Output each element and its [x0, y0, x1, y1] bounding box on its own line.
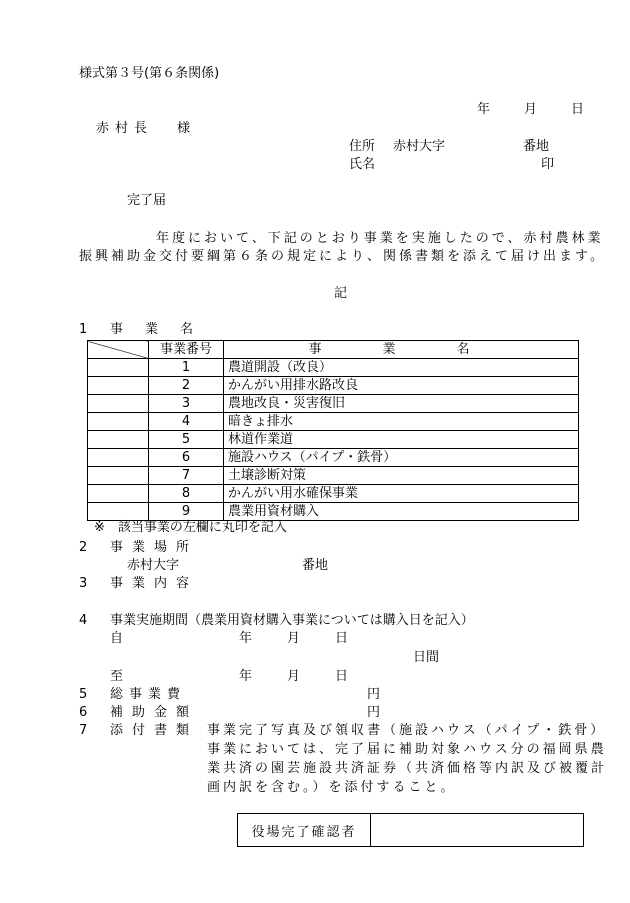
- diagonal-cell: [88, 341, 149, 359]
- section2-label: 事業場所: [110, 540, 199, 555]
- mark-cell[interactable]: [88, 503, 149, 521]
- row-name: 農業用資材購入: [224, 503, 579, 521]
- seal-mark: 印: [541, 157, 555, 172]
- project-table: [87, 340, 579, 521]
- row-id: 1: [149, 359, 224, 377]
- ki-heading: 記: [334, 286, 348, 301]
- section1-label: 事業名: [110, 322, 216, 337]
- table-row: [88, 413, 579, 431]
- section6-number: 6: [79, 705, 88, 720]
- section7-number: 7: [79, 723, 88, 738]
- section5-number: 5: [79, 687, 88, 702]
- form-number: 様式第３号(第６条関係): [79, 66, 220, 81]
- section2-oaza: 赤村大字: [127, 558, 180, 573]
- section7-line-2: 事業においては、完了届に補助対象ハウス分の福岡県農: [207, 742, 607, 757]
- row-name: 暗きょ排水: [224, 413, 579, 431]
- section4-number: 4: [79, 613, 88, 628]
- address-label: 住所: [349, 139, 376, 154]
- period-days: 日間: [413, 650, 440, 665]
- period-to-day: 日: [335, 669, 349, 684]
- period-from-day: 日: [335, 631, 349, 646]
- row-name: 林道作業道: [224, 431, 579, 449]
- row-id: 6: [149, 449, 224, 467]
- table-row: [88, 467, 579, 485]
- section7-line-1: 事業完了写真及び領収書（施設ハウス（パイプ・鉄骨）: [207, 723, 607, 738]
- period-to: 至: [110, 669, 124, 684]
- table-header-row: [88, 341, 579, 359]
- body-line-2: 振興補助金交付要綱第６条の規定により、関係書類を添えて届け出ます。: [79, 249, 606, 264]
- table-row: [88, 359, 579, 377]
- header-id: 事業番号: [149, 341, 224, 359]
- mark-cell[interactable]: [88, 377, 149, 395]
- period-from-month: 月: [287, 631, 301, 646]
- row-name: 施設ハウス（パイプ・鉄骨）: [224, 449, 579, 467]
- mark-cell[interactable]: [88, 395, 149, 413]
- section6-unit: 円: [367, 705, 381, 720]
- table-row: [88, 431, 579, 449]
- section6-label: 補助金額: [110, 705, 199, 720]
- table-note: ※ 該当事業の左欄に丸印を記入: [94, 520, 287, 535]
- section5-label: 総事業費: [110, 687, 187, 702]
- section5-unit: 円: [367, 687, 381, 702]
- addressee-name: 赤村長: [96, 121, 154, 136]
- mark-cell[interactable]: [88, 485, 149, 503]
- row-name: 農道開設（改良）: [224, 359, 579, 377]
- section7-label: 添付書類: [110, 723, 199, 738]
- confirmation-label: 役場完了確認者: [238, 814, 371, 846]
- row-name: 農地改良・災害復旧: [224, 395, 579, 413]
- table-row: [88, 395, 579, 413]
- body-line-1: 年度において、下記のとおり事業を実施したので、赤村農林業: [156, 231, 604, 246]
- mark-cell[interactable]: [88, 413, 149, 431]
- confirmation-box: [237, 813, 584, 847]
- row-id: 2: [149, 377, 224, 395]
- table-row: [88, 503, 579, 521]
- row-id: 9: [149, 503, 224, 521]
- address-value: 赤村大字: [393, 139, 446, 154]
- row-id: 3: [149, 395, 224, 413]
- table-row: [88, 377, 579, 395]
- header-name: 事 業 名: [224, 341, 579, 359]
- mark-cell[interactable]: [88, 467, 149, 485]
- section1-number: 1: [79, 322, 88, 337]
- section7-line-3: 業共済の園芸施設共済証券（共済価格等内訳及び被覆計: [207, 761, 608, 776]
- period-from: 自: [110, 631, 124, 646]
- row-id: 8: [149, 485, 224, 503]
- period-to-month: 月: [287, 669, 301, 684]
- table-row: [88, 485, 579, 503]
- addressee-honorific: 様: [177, 121, 191, 136]
- row-id: 4: [149, 413, 224, 431]
- period-from-year: 年: [239, 631, 253, 646]
- address-banchi: 番地: [523, 139, 550, 154]
- row-id: 7: [149, 467, 224, 485]
- date-year-label: 年: [477, 102, 491, 117]
- confirmation-field[interactable]: [371, 814, 583, 846]
- doc-title: 完了届: [127, 193, 167, 208]
- period-to-year: 年: [239, 669, 253, 684]
- section2-number: 2: [79, 540, 88, 555]
- name-label: 氏名: [349, 157, 376, 172]
- section2-banchi: 番地: [302, 558, 329, 573]
- row-id: 5: [149, 431, 224, 449]
- date-month-label: 月: [524, 102, 538, 117]
- mark-cell[interactable]: [88, 449, 149, 467]
- section3-number: 3: [79, 576, 88, 591]
- table-row: [88, 449, 579, 467]
- date-day-label: 日: [571, 102, 585, 117]
- mark-cell[interactable]: [88, 359, 149, 377]
- section7-line-4: 画内訳を含む。）を添付すること。: [207, 780, 457, 795]
- section4-label: 事業実施期間（農業用資材購入事業については購入日を記入）: [110, 613, 474, 628]
- mark-cell[interactable]: [88, 431, 149, 449]
- section3-label: 事業内容: [110, 576, 199, 591]
- row-name: かんがい用排水路改良: [224, 377, 579, 395]
- row-name: かんがい用水確保事業: [224, 485, 579, 503]
- row-name: 土壌診断対策: [224, 467, 579, 485]
